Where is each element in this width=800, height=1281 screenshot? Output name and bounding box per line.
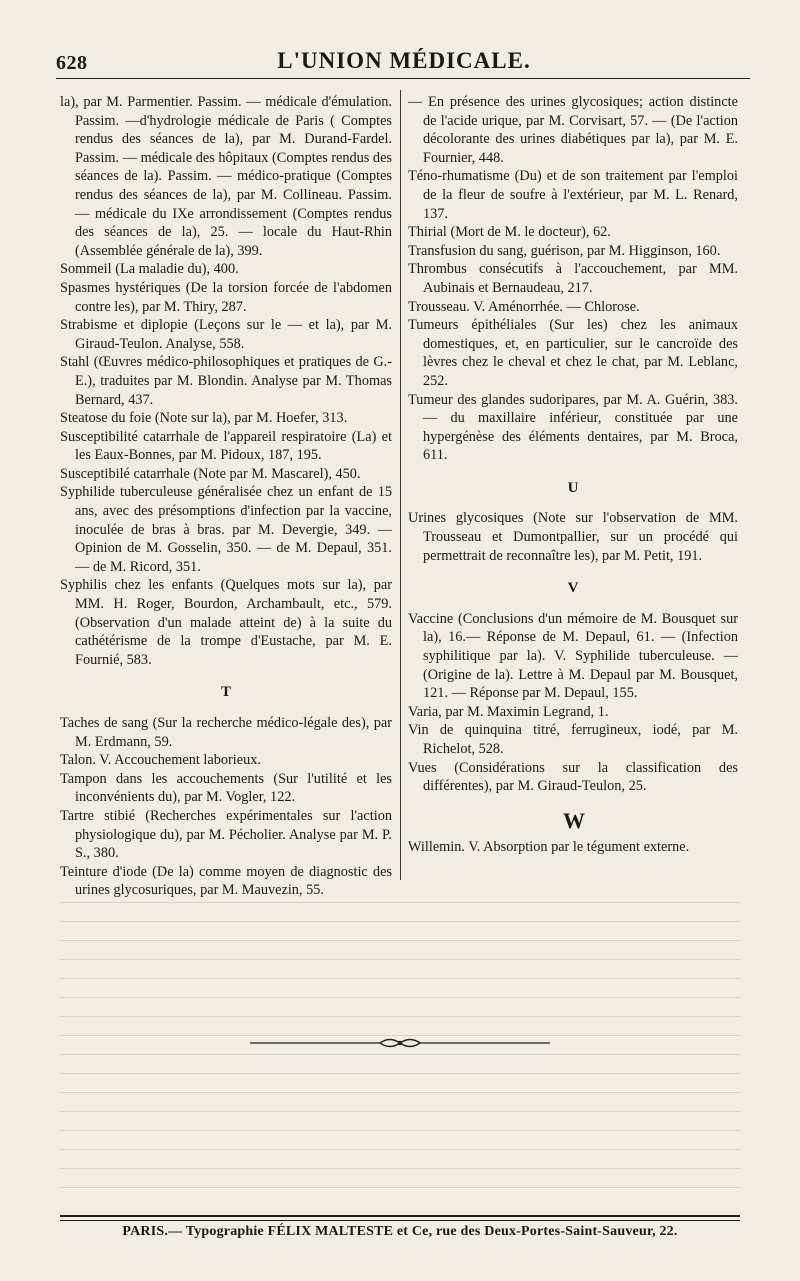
header-rule [56, 78, 750, 79]
index-entry: Tampon dans les accouchements (Sur l'utilité et les inconvénients du), par M. Vogler, 122. [60, 770, 392, 806]
index-entry: — En présence des urines glycosiques; action distincte de l'acide urique, par M. Corvisart, 57. — (De l'action décolorante des urines diabétiques par la), par M. E. Fournier, 448. [408, 94, 738, 166]
index-entry: la), par M. Parmentier. Passim. — médicale d'émulation. Passim. —d'hydrologie médicale de Paris ( Comptes rendus des séances de la), par M. Durand-Fardel. Passim. — médicale des hôpitaux (Comptes rendus des séances de la). Passim. — médico-pratique (Comptes rendus des séances de la), par M. Collineau. Passim. — médicale du IXe arrondissement (Comptes rendus des séances de la), 25. — locale du Haut-Rhin (Assemblée générale de la), 399. [60, 94, 392, 259]
page-header [56, 44, 752, 80]
left-column [60, 93, 392, 900]
index-entry: Varia, par M. Maximin Legrand, 1. [408, 703, 609, 720]
index-entry: Syphilide tuberculeuse généralisée chez un enfant de 15 ans, avec des présomptions d'infection par la vaccine, inoculée de bras à bras. par M. Devergie, 349. — Opinion de M. Gosselin, 350. — de M. Depaul, 351. — de M. Ricord, 351. [60, 484, 392, 575]
footer-rule-thin [60, 1220, 740, 1221]
index-entry: Urines glycosiques (Note sur l'observation de MM. Trousseau et Dumontpallier, sur un procédé qui permettrait de reconnaître les), par M. Petit, 191. [408, 510, 738, 564]
index-entry: Teinture d'iode (De la) comme moyen de diagnostic des urines glycosuriques, par M. Mauvezin, 55. [60, 863, 392, 899]
index-entry: Taches de sang (Sur la recherche médico-légale des), par M. Erdmann, 59. [60, 715, 392, 750]
running-title: L'UNION MÉDICALE. [277, 48, 531, 73]
index-entry: Tumeur des glandes sudoripares, par M. A. Guérin, 383. — du maxillaire inférieur, constituée par une hypergénèse des éléments dentaires, par M. Broca, 611. [408, 391, 738, 464]
section-letter-u: U [567, 479, 579, 496]
index-entry: Téno-rhumatisme (Du) et de son traitement par l'emploi de la fleur de soufre à l'extérieur, par M. L. Renard, 137. [408, 168, 738, 222]
index-entry: Steatose du foie (Note sur la), par M. Hoefer, 313. [60, 410, 348, 427]
index-entry: Strabisme et diplopie (Leçons sur le — et la), par M. Giraud-Teulon. Analyse, 558. [60, 317, 392, 352]
index-entry: Transfusion du sang, guérison, par M. Higginson, 160. [408, 242, 721, 259]
index-entry: Trousseau. V. Aménorrhée. — Chlorose. [408, 298, 640, 315]
index-entry: Talon. V. Accouchement laborieux. [60, 752, 261, 769]
index-entry: Vues (Considérations sur la classification des différentes), par M. Giraud-Teulon, 25. [408, 759, 738, 795]
index-entry: Syphilis chez les enfants (Quelques mots sur la), par MM. H. Roger, Bourdon, Archambault, etc., 579. (Observation d'un malade atteint de) à la suite du cathétérisme de la trompe d'Eustache, par M. E. Fournié, 583. [60, 577, 392, 668]
index-entry: Spasmes hystériques (De la torsion forcée de l'abdomen contre les), par M. Thiry, 287. [60, 279, 392, 315]
index-entry: Sommeil (La maladie du), 400. [60, 261, 239, 278]
ornament-divider [250, 1036, 550, 1050]
right-column [408, 93, 738, 857]
index-entry: Tartre stibié (Recherches expérimentales sur l'action physiologique du), par M. Pécholier. Analyse par M. P. S., 380. [60, 807, 392, 862]
section-letter-w: W [563, 807, 583, 833]
section-letter-v: V [567, 580, 579, 597]
index-entry: Vaccine (Conclusions d'un mémoire de M. Bousquet sur la), 16.— Réponse de M. Depaul, 61. — (Infection syphilitique par la). V. Syphilide tuberculeuse. — (Origine de la). Lettre à M. Depaul par M. Bousquet, 121. — Réponse par M. Depaul, 155. [408, 610, 738, 702]
index-entry: Tumeurs épithéliales (Sur les) chez les animaux domestiques, et, en particulier, sur le cancroïde des lèvres chez le cheval et chez le chat, par M. Leblanc, 252. [408, 317, 738, 389]
index-entry: Susceptibilité catarrhale de l'appareil respiratoire (La) et les Eaux-Bonnes, par M. Pidoux, 187, 195. [60, 428, 392, 464]
column-divider [400, 90, 401, 880]
printer-imprint: PARIS.— Typographie FÉLIX MALTESTE et Ce, rue des Deux-Portes-Saint-Sauveur, 22. [122, 1224, 678, 1239]
footer-rule [60, 1215, 740, 1217]
index-entry: Vin de quinquina titré, ferrugineux, iodé, par M. Richelot, 528. [408, 722, 738, 757]
index-entry: Susceptibilé catarrhale (Note par M. Mascarel), 450. [60, 465, 361, 482]
page-number: 628 [56, 52, 88, 74]
index-entry: Stahl (Œuvres médico-philosophiques et pratiques de G.-E.), traduites par M. Blondin. Analyse par M. Thomas Bernard, 437. [60, 354, 392, 408]
index-entry: Thirial (Mort de M. le docteur), 62. [408, 224, 611, 241]
index-entry: Willemin. V. Absorption par le tégument externe. [408, 839, 690, 856]
index-entry: Thrombus consécutifs à l'accouchement, par MM. Aubinais et Bernaudeau, 217. [408, 261, 738, 296]
section-letter-t: T [220, 684, 231, 701]
